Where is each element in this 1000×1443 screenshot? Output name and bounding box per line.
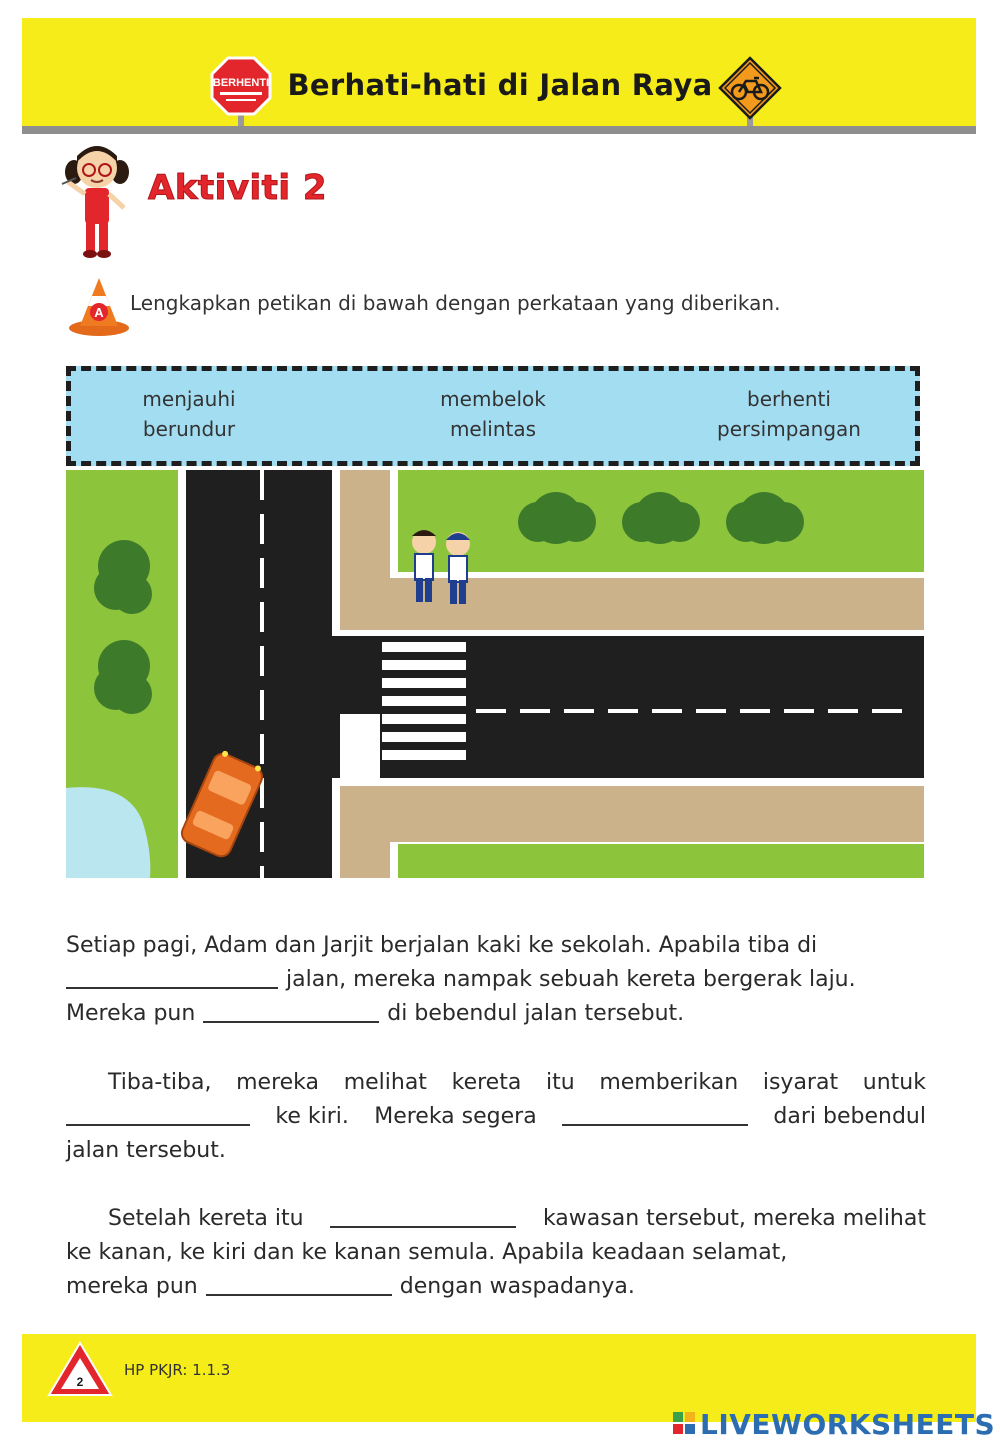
p2-word: Tiba-tiba,	[108, 1070, 212, 1095]
upper-footpath	[340, 470, 390, 630]
paragraph-2	[66, 1066, 926, 1168]
p2-word: mereka	[236, 1070, 320, 1095]
blank-2[interactable]	[203, 997, 379, 1023]
p2-line2-c: dari bebendul	[773, 1104, 926, 1129]
word-bank	[66, 366, 920, 466]
p1-line2: jalan, mereka nampak sebuah kereta bergerak laju.	[286, 967, 856, 992]
header-rule	[22, 126, 976, 134]
p1-line3-start: Mereka pun	[66, 1001, 196, 1026]
p2-word: memberikan	[599, 1070, 739, 1095]
lower-footpath	[340, 786, 924, 842]
paragraph-1	[66, 929, 926, 1031]
p3-line3-b: dengan waspadanya.	[399, 1274, 635, 1299]
blank-5[interactable]	[330, 1202, 516, 1228]
word-bank-column-1	[69, 384, 309, 444]
word-bank-column-3	[669, 384, 909, 444]
p1-line3-end: di bebendul jalan tersebut.	[387, 1001, 685, 1026]
word-bank-column-2	[373, 384, 613, 444]
word-menjauhi: menjauhi	[142, 387, 236, 411]
instruction-text: Lengkapkan petikan di bawah dengan perkataan yang diberikan.	[130, 291, 781, 315]
liveworksheets-logo-icon	[672, 1411, 696, 1435]
activity-title: Aktiviti 2	[148, 168, 328, 208]
bicycle-sign-icon	[718, 56, 782, 126]
word-persimpangan: persimpangan	[717, 417, 861, 441]
word-berhenti: berhenti	[747, 387, 831, 411]
blank-3[interactable]	[66, 1100, 250, 1126]
traffic-cone-icon	[66, 274, 132, 338]
p2-word: untuk	[862, 1070, 926, 1095]
word-melintas: melintas	[449, 417, 537, 441]
p2-line2-a: ke kiri.	[275, 1104, 349, 1129]
stop-sign-label: BERHENTI	[212, 77, 270, 89]
p3-line3-a: mereka pun	[66, 1274, 198, 1299]
p1-line1: Setiap pagi, Adam dan Jarjit berjalan kaki ke sekolah. Apabila tiba di	[66, 933, 818, 958]
p3-line2: ke kanan, ke kiri dan ke kanan semula. Apabila keadaan selamat,	[66, 1240, 788, 1265]
page-number-triangle-icon	[46, 1340, 114, 1398]
road-scene-illustration	[66, 470, 924, 878]
p2-word: isyarat	[762, 1070, 839, 1095]
word-berundur: berundur	[142, 417, 236, 441]
p3-line1-a: Setelah kereta itu	[108, 1206, 304, 1231]
p2-word: kereta	[451, 1070, 522, 1095]
liveworksheets-watermark[interactable]: LIVEWORKSHEETS	[700, 1408, 996, 1441]
word-membelok: membelok	[440, 387, 546, 411]
page-title: Berhati-hati di Jalan Raya	[287, 68, 713, 102]
girl-mascot-icon	[58, 142, 144, 260]
blank-1[interactable]	[66, 963, 278, 989]
p2-word: itu	[545, 1070, 575, 1095]
p3-line1-b: kawasan tersebut, mereka melihat	[542, 1206, 926, 1231]
lower-grass	[398, 844, 924, 878]
page-number: 2	[76, 1375, 84, 1389]
p2-line2-b: Mereka segera	[374, 1104, 537, 1129]
blank-4[interactable]	[562, 1100, 748, 1126]
cone-letter: A	[94, 305, 104, 320]
paragraph-3	[66, 1202, 926, 1304]
footer-code: HP PKJR: 1.1.3	[124, 1361, 231, 1379]
blank-6[interactable]	[206, 1270, 392, 1296]
p2-word: melihat	[343, 1070, 427, 1095]
p2-line3: jalan tersebut.	[66, 1138, 226, 1163]
